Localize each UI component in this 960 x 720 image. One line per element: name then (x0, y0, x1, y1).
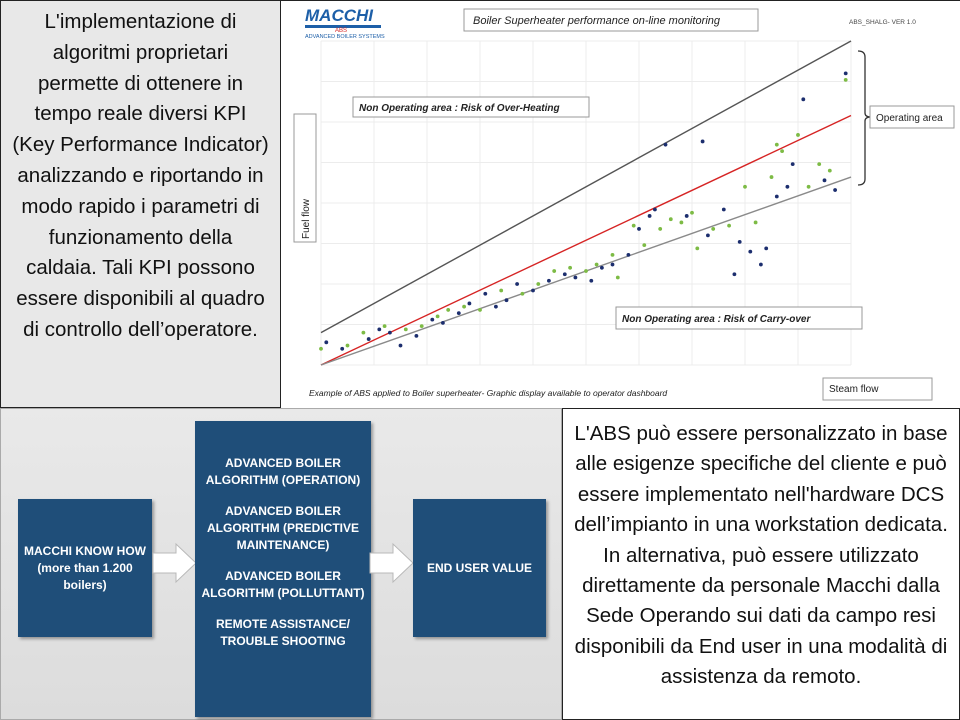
data-point-navy (377, 327, 381, 331)
arrow-right-icon (152, 541, 198, 585)
macchi-know-how-label: MACCHI KNOW HOW (more than 1.200 boilers) (24, 543, 146, 592)
data-point-green (568, 266, 572, 270)
data-point-green (420, 324, 424, 328)
flow-diagram (0, 408, 562, 720)
version-label: ABS_SHALG- VER 1.0 (849, 19, 916, 26)
macchi-know-how-box (18, 499, 152, 637)
data-point-navy (611, 263, 615, 267)
data-point-green (828, 169, 832, 173)
data-point-green (695, 246, 699, 250)
data-point-green (478, 308, 482, 312)
data-point-navy (775, 195, 779, 199)
data-point-navy (399, 344, 403, 348)
logo-subtitle: ADVANCED BOILER SYSTEMS (305, 34, 385, 40)
data-point-navy (844, 72, 848, 76)
data-point-navy (547, 279, 551, 283)
data-point-navy (468, 302, 472, 306)
operating-brace (858, 51, 871, 185)
chart-title: Boiler Superheater performance on-line monitoring (473, 15, 721, 27)
end-user-value-box (413, 499, 546, 637)
end-user-value-label: END USER VALUE (426, 560, 533, 575)
data-point-navy (531, 289, 535, 293)
data-point-navy (367, 337, 371, 341)
data-point-navy (701, 140, 705, 144)
data-point-navy (441, 321, 445, 325)
data-point-green (690, 211, 694, 215)
carryover-label: Non Operating area : Risk of Carry-over (622, 314, 811, 325)
data-point-navy (786, 185, 790, 189)
logo-tag: ABS (335, 28, 348, 34)
data-point-green (616, 276, 620, 280)
data-point-green (817, 162, 821, 166)
data-point-green (536, 282, 540, 286)
data-point-green (595, 263, 599, 267)
data-point-green (383, 324, 387, 328)
data-point-green (521, 292, 525, 296)
data-point-green (362, 331, 366, 335)
data-point-navy (515, 282, 519, 286)
data-point-green (552, 269, 556, 273)
data-point-navy (685, 214, 689, 218)
data-point-navy (801, 97, 805, 101)
data-point-navy (733, 272, 737, 276)
algorithms-box (195, 421, 371, 717)
data-point-green (642, 243, 646, 247)
data-point-green (669, 217, 673, 221)
algo-predictive-maintenance: ADVANCED BOILER ALGORITHM (PREDICTIVE MAINTENANCE) (207, 504, 359, 552)
data-point-green (346, 344, 350, 348)
arrow-right-icon (369, 541, 415, 585)
data-point-navy (430, 318, 434, 322)
data-point-navy (600, 266, 604, 270)
data-point-navy (764, 246, 768, 250)
data-point-navy (415, 334, 419, 338)
data-point-green (499, 289, 503, 293)
data-point-navy (340, 347, 344, 351)
data-point-green (780, 149, 784, 153)
data-point-green (775, 143, 779, 147)
data-point-navy (823, 178, 827, 182)
algo-pollutant: ADVANCED BOILER ALGORITHM (POLLUTTANT) (201, 569, 365, 600)
data-point-navy (494, 305, 498, 309)
data-point-green (632, 224, 636, 228)
data-point-navy (324, 340, 328, 344)
performance-chart (281, 1, 960, 409)
data-point-green (462, 305, 466, 309)
data-point-green (743, 185, 747, 189)
data-point-green (680, 221, 684, 225)
data-point-navy (457, 311, 461, 315)
data-point-green (584, 269, 588, 273)
data-point-navy (833, 188, 837, 192)
chart-panel (281, 0, 960, 408)
data-point-navy (563, 272, 567, 276)
data-point-green (436, 315, 440, 319)
data-point-green (770, 175, 774, 179)
logo-text: MACCHI (305, 6, 373, 25)
data-point-navy (648, 214, 652, 218)
data-point-navy (706, 234, 710, 238)
data-point-navy (791, 162, 795, 166)
algo-operation: ADVANCED BOILER ALGORITHM (OPERATION) (205, 456, 361, 487)
data-point-navy (627, 253, 631, 257)
overheating-label: Non Operating area : Risk of Over-Heating (359, 103, 560, 114)
data-point-green (404, 327, 408, 331)
data-point-navy (589, 279, 593, 283)
data-point-green (711, 227, 715, 231)
data-point-navy (637, 227, 641, 231)
abs-description-text: L'ABS può essere personalizzato in base alle esigenze specifiche del cliente e può essere implementato nell'hardware DCS dell’impianto in una workstation dedicata. In alternativa, può essere utilizzato direttamente da personale Macchi dalla Sede Operando sui dati da campo resi disponibili da End user in una modalità di assistenza da remoto. (562, 408, 960, 720)
data-point-navy (483, 292, 487, 296)
data-point-green (844, 78, 848, 82)
data-point-navy (664, 143, 668, 147)
data-point-green (611, 253, 615, 257)
data-point-green (796, 133, 800, 137)
data-point-green (319, 347, 323, 351)
data-point-navy (388, 331, 392, 335)
remote-assistance: REMOTE ASSISTANCE/ TROUBLE SHOOTING (215, 617, 350, 648)
intro-text: L'implementazione di algoritmi proprietari permette di ottenere in tempo reale diversi KPI (Key Performance Indicator) analizzando e riportando in modo rapido i parametri di funzionamento della caldaia. Tali KPI possono essere disponibili al quadro di controllo dell’operatore. (0, 0, 281, 408)
data-point-navy (653, 208, 657, 212)
data-point-green (727, 224, 731, 228)
ylabel: Fuel flow (301, 198, 312, 239)
data-point-navy (759, 263, 763, 267)
data-point-green (658, 227, 662, 231)
macchi-logo (305, 6, 385, 40)
data-point-navy (574, 276, 578, 280)
data-point-navy (738, 240, 742, 244)
operating-label: Operating area (876, 113, 943, 124)
data-point-navy (505, 298, 509, 302)
data-point-green (446, 308, 450, 312)
chart-caption: Example of ABS applied to Boiler superheater- Graphic display available to operator dashboard (309, 388, 668, 398)
data-point-navy (748, 250, 752, 254)
xlabel: Steam flow (829, 384, 879, 395)
data-point-green (807, 185, 811, 189)
data-point-green (754, 221, 758, 225)
data-point-navy (722, 208, 726, 212)
